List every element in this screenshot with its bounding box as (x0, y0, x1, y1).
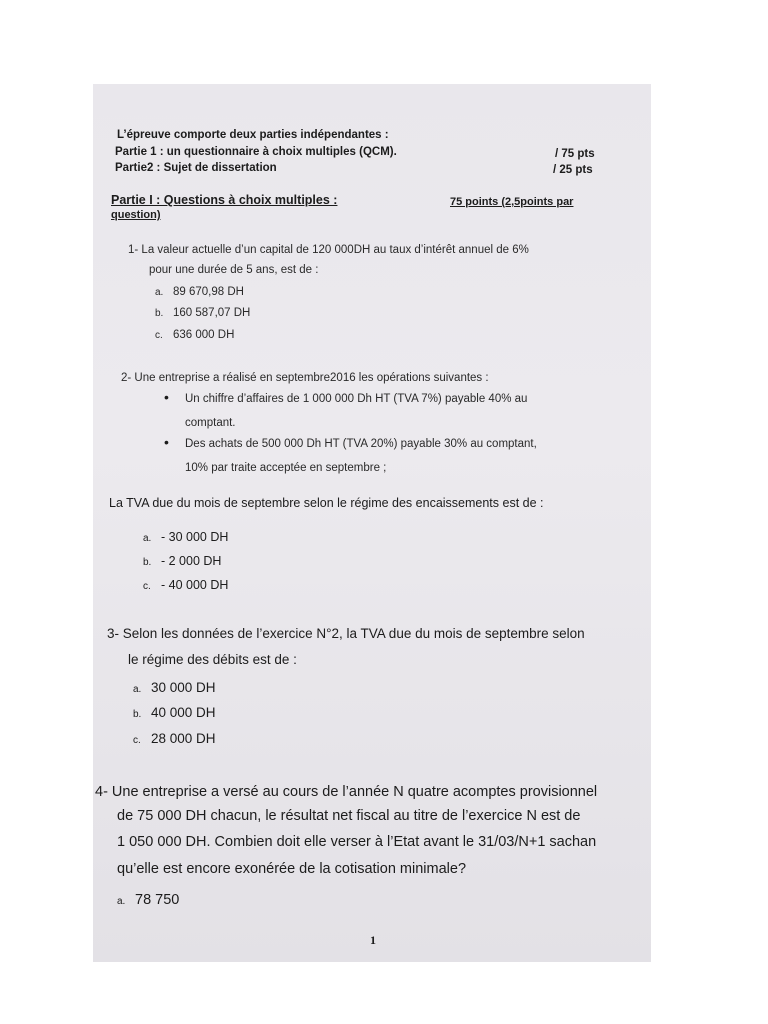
option-text: 160 587,07 DH (173, 307, 251, 319)
q2-line1: 2- Une entreprise a réalisé en septembre2016 les opérations suivantes : (121, 372, 489, 384)
option-letter: a. (155, 287, 164, 298)
section-title: Partie I : Questions à choix multiples : (111, 193, 338, 207)
q2-bullet2-line1: Des achats de 500 000 Dh HT (TVA 20%) payable 30% au comptant, (185, 438, 537, 450)
q3-line1: 3- Selon les données de l’exercice N°2, la TVA due du mois de septembre selon (107, 626, 585, 641)
option-letter: c. (155, 330, 163, 341)
option-text: 40 000 DH (151, 705, 216, 720)
q2-option-b (143, 554, 221, 568)
option-letter: a. (143, 533, 152, 544)
section-points-cont: question) (111, 209, 161, 221)
q3-option-c (133, 731, 216, 746)
q4-line2: de 75 000 DH chacun, le résultat net fiscal au titre de l’exercice N est de (117, 808, 581, 824)
q3-option-a (133, 680, 216, 695)
bullet-icon: • (164, 389, 169, 405)
q1-option-a (155, 286, 244, 298)
partie1-text: Partie 1 : un questionnaire à choix multiples (QCM). (115, 146, 397, 158)
option-text: - 2 000 DH (161, 554, 222, 568)
q2-option-a (143, 530, 228, 544)
option-letter: b. (155, 308, 164, 319)
q2-bullet2-line2: 10% par traite acceptée en septembre ; (185, 462, 387, 474)
intro-text: L’épreuve comporte deux parties indépendantes : (117, 129, 389, 141)
q4-option-a (117, 892, 179, 908)
q3-line2: le régime des débits est de : (128, 652, 297, 667)
option-letter: a. (133, 684, 142, 695)
q2-question: La TVA due du mois de septembre selon le régime des encaissements est de : (109, 496, 544, 510)
q2-bullet1-line2: comptant. (185, 417, 236, 429)
partie1-points: / 75 pts (555, 148, 595, 160)
q1-line1: 1- La valeur actuelle d’un capital de 120 000DH au taux d’intérêt annuel de 6% (128, 244, 529, 256)
q1-line2: pour une durée de 5 ans, est de : (149, 264, 319, 276)
option-text: 78 750 (135, 892, 180, 908)
partie2-text: Partie2 : Sujet de dissertation (115, 162, 277, 174)
exam-page (93, 84, 651, 962)
q1-option-c (155, 329, 234, 341)
q2-bullet1-line1: Un chiffre d’affaires de 1 000 000 Dh HT (TVA 7%) payable 40% au (185, 393, 528, 405)
q4-line1: 4- Une entreprise a versé au cours de l’année N quatre acomptes provisionnel (95, 784, 598, 800)
option-letter: b. (143, 557, 152, 568)
page-number: 1 (370, 933, 376, 947)
section-points: 75 points (2,5points par (450, 196, 574, 208)
option-text: 89 670,98 DH (173, 286, 244, 298)
q2-option-c (143, 578, 228, 592)
q4-line3: 1 050 000 DH. Combien doit elle verser à l’Etat avant le 31/03/N+1 sachan (117, 834, 597, 850)
bullet-icon: • (164, 434, 169, 450)
option-letter: c. (143, 581, 151, 592)
q3-option-b (133, 705, 216, 720)
option-text: 636 000 DH (173, 329, 235, 341)
option-text: 28 000 DH (151, 731, 216, 746)
option-letter: a. (117, 896, 126, 907)
partie2-points: / 25 pts (553, 164, 593, 176)
option-text: - 40 000 DH (161, 578, 229, 592)
q1-option-b (155, 307, 250, 319)
q4-line4: qu’elle est encore exonérée de la cotisation minimale? (117, 861, 467, 877)
option-letter: c. (133, 735, 141, 746)
option-text: 30 000 DH (151, 680, 216, 695)
option-letter: b. (133, 709, 142, 720)
option-text: - 30 000 DH (161, 530, 229, 544)
